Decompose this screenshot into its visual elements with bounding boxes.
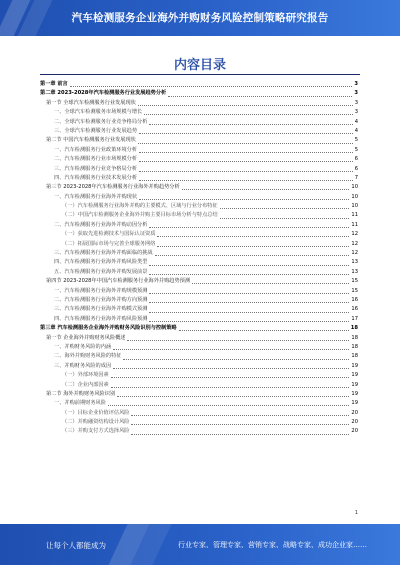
toc-entry-page: 6 <box>354 165 358 172</box>
toc-entry[interactable] <box>40 211 358 220</box>
toc-entry[interactable] <box>40 165 358 174</box>
toc-leader-dots <box>149 270 349 275</box>
toc-leader-dots <box>131 420 349 425</box>
toc-entry[interactable] <box>40 427 358 436</box>
toc-entry[interactable] <box>40 381 358 390</box>
toc-leader-dots <box>192 279 349 284</box>
toc-entry[interactable] <box>40 343 358 352</box>
toc-leader-dots <box>111 383 350 388</box>
toc-entry-label: （一）汽车检测服务行业海外并购的主要模式、区域与行业分布特征 <box>62 203 218 210</box>
toc-leader-dots <box>123 355 349 360</box>
toc-leader-dots <box>220 214 350 219</box>
toc-entry[interactable] <box>40 155 358 164</box>
toc-entry-page: 11 <box>351 212 358 219</box>
toc-leader-dots <box>70 82 353 87</box>
toc-entry-page: 19 <box>351 400 358 407</box>
toc-entry-page: 4 <box>354 127 358 134</box>
toc-leader-dots <box>113 364 349 369</box>
toc-entry-page: 10 <box>351 193 358 200</box>
toc-entry-page: 18 <box>350 325 358 332</box>
toc-leader-dots <box>139 148 353 153</box>
toc-entry-page: 12 <box>351 240 358 247</box>
toc-entry[interactable] <box>40 193 358 202</box>
toc-leader-dots <box>111 373 350 378</box>
footer-slogan-left: 让每个人都能成为 <box>46 541 106 550</box>
report-header-banner <box>0 0 400 36</box>
toc-leader-dots <box>139 195 349 200</box>
toc-entry[interactable] <box>40 258 358 267</box>
toc-leader-dots <box>108 401 350 406</box>
toc-entry[interactable] <box>40 362 358 371</box>
toc-entry-label: 三、汽车检测服务行业竞争格局分析 <box>54 165 138 172</box>
toc-entry[interactable] <box>40 409 358 418</box>
toc-leader-dots <box>220 204 350 209</box>
toc-entry[interactable] <box>40 249 358 258</box>
toc-entry[interactable] <box>40 183 358 192</box>
toc-leader-dots <box>127 336 349 341</box>
toc-entry-page: 12 <box>351 231 358 238</box>
toc-entry[interactable] <box>40 80 358 89</box>
toc-entry-label: 二、汽车检测服务行业海外并购动因分析 <box>54 221 148 228</box>
toc-entry-label: 二、全球汽车检测服务行业竞争格局分析 <box>54 118 148 125</box>
toc-entry[interactable] <box>40 352 358 361</box>
toc-leader-dots <box>149 120 352 125</box>
toc-entry[interactable] <box>40 240 358 249</box>
toc-entry-page: 10 <box>351 203 358 210</box>
toc-entry-label: 五、汽车检测服务行业海外并购发展前景 <box>54 268 148 275</box>
toc-entry-page: 3 <box>354 81 358 87</box>
toc-leader-dots <box>155 251 350 256</box>
document-page <box>0 36 400 524</box>
toc-entry[interactable] <box>40 334 358 343</box>
toc-entry[interactable] <box>40 127 358 136</box>
toc-entry-label: 二、海外并购财务风险的特征 <box>54 353 122 360</box>
toc-entry-page: 13 <box>351 259 358 266</box>
toc-entry[interactable] <box>40 108 358 117</box>
toc-entry-label: （二）企业内部因素 <box>62 381 109 388</box>
toc-entry[interactable] <box>40 89 358 98</box>
toc-entry[interactable] <box>40 418 358 427</box>
footer-slogan-right: 行业专家、管理专家、营销专家、战略专家、成功企业家…… <box>178 541 367 549</box>
toc-entry-label: 第二节 中国汽车检测服务行业发展现状 <box>46 137 136 144</box>
toc-entry[interactable] <box>40 296 358 305</box>
toc-leader-dots <box>168 92 352 97</box>
toc-leader-dots <box>139 167 353 172</box>
toc-leader-dots <box>149 317 349 322</box>
toc-entry-label: 四、汽车检测服务行业技术发展分析 <box>54 174 138 181</box>
toc-entry-page: 15 <box>351 278 358 285</box>
toc-entry-label: （三）并购支付方式选择风险 <box>62 428 130 435</box>
toc-entry-page: 18 <box>351 343 358 350</box>
toc-entry-page: 4 <box>354 118 358 125</box>
toc-leader-dots <box>139 129 353 134</box>
toc-entry-label: 一、并购前期财务风险 <box>54 400 106 407</box>
toc-leader-dots <box>149 289 349 294</box>
toc-entry-label: （二）中国汽车检测服务企业海外并购主要目标市场分析与特点总结 <box>62 212 218 219</box>
toc-entry[interactable] <box>40 230 358 239</box>
toc-entry-label: 三、全球汽车检测服务行业发展趋势 <box>54 127 138 134</box>
report-footer-banner <box>0 524 400 565</box>
toc-entry-page: 13 <box>351 268 358 275</box>
toc-entry-label: 一、全球汽车检测服务市场规模与增长 <box>54 109 143 116</box>
toc-entry[interactable] <box>40 277 358 286</box>
toc-leader-dots <box>139 157 353 162</box>
toc-entry-page: 18 <box>351 353 358 360</box>
toc-entry-label: 一、汽车检测服务行业海外并购规模预测 <box>54 287 148 294</box>
toc-entry[interactable] <box>40 315 358 324</box>
toc-entry-label: 第一节 企业海外并购财务风险概述 <box>46 334 126 341</box>
toc-entry-label: 第四节 2023-2028年中国汽车检测服务行业海外并购趋势预测 <box>46 278 191 285</box>
toc-entry-page: 16 <box>351 296 358 303</box>
toc-entry-page: 20 <box>351 409 358 416</box>
toc-leader-dots <box>131 430 349 435</box>
toc-leader-dots <box>131 411 349 416</box>
toc-entry-page: 17 <box>351 315 358 322</box>
toc-entry-page: 18 <box>351 334 358 341</box>
toc-entry[interactable] <box>40 99 358 108</box>
toc-entry-page: 11 <box>351 221 358 228</box>
toc-entry[interactable] <box>40 202 358 211</box>
toc-entry-label: （一）目标企业价值评估风险 <box>62 409 130 416</box>
toc-entry-label: 第三节 2023-2028年汽车检测服务行业海外并购趋势分析 <box>46 184 180 191</box>
toc-entry-page: 20 <box>351 419 358 426</box>
toc-entry-page: 3 <box>354 90 358 97</box>
toc-leader-dots <box>149 223 349 228</box>
toc-entry-page: 5 <box>354 146 358 153</box>
toc-entry[interactable] <box>40 268 358 277</box>
toc-leader-dots <box>149 261 349 266</box>
page-number: 1 <box>354 510 358 516</box>
toc-entry[interactable] <box>40 371 358 380</box>
toc-entry-label: 三、汽车检测服务行业海外并购模式预测 <box>54 306 148 313</box>
toc-leader-dots <box>113 345 349 350</box>
toc-leader-dots <box>149 298 349 303</box>
toc-leader-dots <box>157 232 349 237</box>
toc-entry-label: 第三章 汽车检测服务企业海外并购财务风险识别与控制策略 <box>40 325 177 332</box>
toc-entry-label: 二、汽车检测服务行业市场规模分析 <box>54 156 138 163</box>
toc-entry-page: 6 <box>354 156 358 163</box>
toc-entry-page: 19 <box>351 372 358 379</box>
toc-entry[interactable] <box>40 221 358 230</box>
toc-entry-page: 5 <box>354 137 358 144</box>
toc-entry-page: 7 <box>354 174 358 181</box>
toc-leader-dots <box>139 176 353 181</box>
toc-entry-label: （二）并购融资结构设计风险 <box>62 419 130 426</box>
toc-heading: 内容目录 <box>173 58 226 73</box>
toc-entry-label: （二）拓展国际市场与完善全球服务网络 <box>62 240 156 247</box>
toc-entry-page: 3 <box>354 109 358 116</box>
toc-entry[interactable] <box>40 136 358 145</box>
toc-leader-dots <box>138 101 353 106</box>
toc-entry[interactable] <box>40 399 358 408</box>
toc-leader-dots <box>179 326 349 331</box>
toc-entry[interactable] <box>40 324 358 333</box>
toc-entry-label: 第二章 2023-2028年汽车检测服务行业发展趋势分析 <box>40 90 167 97</box>
toc-entry-label: 第一节 全球汽车检测服务行业发展现状 <box>46 99 136 106</box>
report-title: 汽车检测服务企业海外并购财务风险控制策略研究报告 <box>71 12 329 24</box>
toc-leader-dots <box>149 308 349 313</box>
toc-entry-page: 20 <box>351 428 358 435</box>
toc-entry-page: 19 <box>351 381 358 388</box>
toc-entry-page: 15 <box>351 287 358 294</box>
toc-entry[interactable] <box>40 174 358 183</box>
toc-entry-label: 三、汽车检测服务行业海外并购面临的挑战 <box>54 250 153 257</box>
toc-entry-label: 四、汽车检测服务行业海外并购风险类型 <box>54 259 148 266</box>
toc-leader-dots <box>144 110 352 115</box>
toc-entry-label: 三、并购财务风险的成因 <box>54 362 112 369</box>
toc-entry-label: （一）获取先进检测技术与国际认证资质 <box>62 231 156 238</box>
toc-entry-label: 第二节 海外并购财务风险识别 <box>46 390 116 397</box>
toc-entry[interactable] <box>40 390 358 399</box>
toc-entry-label: 一、汽车检测服务行业海外并购现状 <box>54 193 138 200</box>
toc-entry-label: 一、并购财务风险的内涵 <box>54 343 112 350</box>
toc-entry-page: 19 <box>351 390 358 397</box>
toc-entry-label: （一）外部环境因素 <box>62 372 109 379</box>
toc-entry-page: 16 <box>351 306 358 313</box>
toc-leader-dots <box>157 242 349 247</box>
toc-entry-label: 四、汽车检测服务行业海外并购风险预测 <box>54 315 148 322</box>
toc-entry-label: 第一章 前言 <box>40 81 68 87</box>
toc-divider <box>40 74 360 75</box>
toc-leader-dots <box>117 392 349 397</box>
toc-leader-dots <box>138 139 353 144</box>
toc-entry-label: 一、汽车检测服务行业政策环境分析 <box>54 146 138 153</box>
toc-entry-page: 19 <box>351 362 358 369</box>
toc-entry-page: 3 <box>354 99 358 106</box>
toc-entry[interactable] <box>40 305 358 314</box>
toc-entry[interactable] <box>40 146 358 155</box>
toc-entry[interactable] <box>40 287 358 296</box>
toc-entry-label: 二、汽车检测服务行业海外并购方向预测 <box>54 296 148 303</box>
toc-entry[interactable] <box>40 118 358 127</box>
toc-list <box>40 80 358 437</box>
toc-leader-dots <box>182 185 350 190</box>
toc-entry-page: 10 <box>351 184 358 191</box>
toc-entry-page: 12 <box>351 250 358 257</box>
